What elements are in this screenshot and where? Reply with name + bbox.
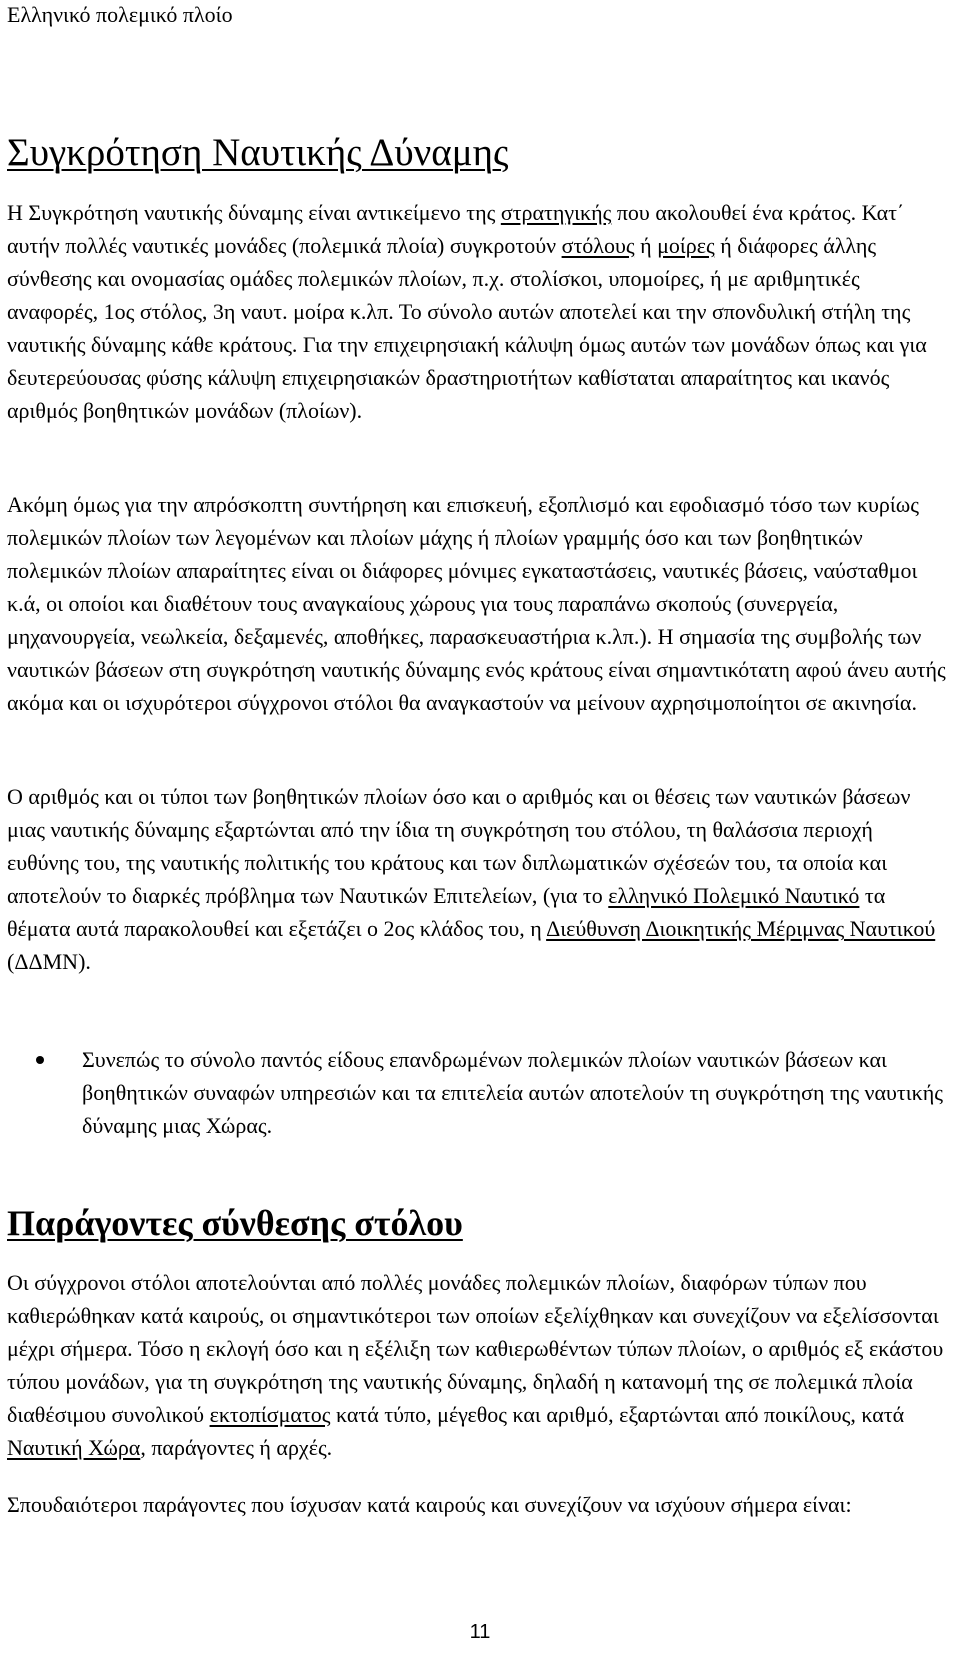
section-title-fleet-factors: Παράγοντες σύνθεσης στόλου [7, 1203, 463, 1243]
link-fleets[interactable]: στόλους [561, 233, 635, 258]
list-item-text: Συνεπώς το σύνολο παντός είδους επανδρωμένων πολεμικών πλοίων ναυτικών βάσεων και βοηθητικών συναφών υπηρεσιών και τα επιτελεία αυτών αποτελούν τη συγκρότηση της ναυτικής δύναμης μιας Χώρας. [82, 1047, 943, 1138]
link-directorate[interactable]: Διεύθυνση Διοικητικής Μέριμνας Ναυτικού [546, 916, 936, 941]
link-strategy[interactable]: στρατηγικής [500, 200, 612, 225]
list-item [82, 1043, 947, 1142]
page-number: 11 [469, 1621, 491, 1643]
link-hellenic-navy[interactable]: ελληνικό Πολεμικό Ναυτικό [608, 883, 860, 908]
paragraph-auxiliary-ships [7, 780, 947, 978]
paragraph-text: Ο αριθμός και οι τύποι των βοηθητικών πλοίων όσο και ο αριθμός και οι θέσεις των ναυτικών βάσεων μιας ναυτικής δύναμης εξαρτώνται από την ίδια τη συγκρότηση του στόλου, τη θαλάσσια περιοχή ευθύνης του, της ναυτικής πολιτικής του κράτους και των διπλωματικών σχέσεών του, τα οποία και αποτελούν το διαρκές πρόβλημα των Ναυτικών Επιτελείων, (για το [7, 784, 911, 908]
link-moires[interactable]: μοίρες [657, 233, 715, 258]
paragraph-important-factors: Σπουδαιότεροι παράγοντες που ίσχυσαν κατά καιρούς και συνεχίζουν να ισχύουν σήμερα είναι: [7, 1492, 852, 1517]
link-naval-power[interactable]: Ναυτική Χώρα [7, 1435, 141, 1460]
paragraph-text: (ΔΔΜΝ). [7, 949, 91, 974]
section-title-composition: Συγκρότηση Ναυτικής Δύναμης [7, 131, 509, 174]
paragraph-text: ή [634, 233, 658, 258]
paragraph-text: τα θέματα αυτά παρακολουθεί και εξετάζει ο 2ος κλάδος του, η [7, 883, 886, 941]
paragraph-text: κατά τύπο, μέγεθος και αριθμό, εξαρτώνται από ποικίλους, κατά [330, 1402, 905, 1427]
bullet-list [7, 1043, 947, 1142]
paragraph-text: που ακολουθεί ένα κράτος. Κατ΄ αυτήν πολλές ναυτικές μονάδες (πολεμικά πλοία) συγκροτούν [7, 200, 905, 258]
paragraph-text: Οι σύγχρονοι στόλοι αποτελούνται από πολλές μονάδες πολεμικών πλοίων, διαφόρων τύπων που καθιερώθηκαν κατά καιρούς, οι σημαντικότεροι των οποίων εξελίχθηκαν και συνεχίζουν να εξελίσσονται μέχρι σήμερα. Τόσο η εκλογή όσο και η εξέλιξη των καθιερωθέντων τύπων πλοίων, ο αριθμός εξ εκάστου τύπου μονάδων, για τη συγκρότηση της ναυτικής δύναμης, δηλαδή η κατανομή της σε πολεμικά πλοία διαθέσιμου συνολικού [7, 1270, 944, 1427]
paragraph-text: ή διάφορες άλλης σύνθεσης και ονομασίας ομάδες πολεμικών πλοίων, π.χ. στολίσκοι, υπομοίρες, ή με αριθμητικές αναφορές, 1ος στόλος, 3η ναυτ. μοίρα κ.λπ. Το σύνολο αυτών αποτελεί και την σπονδυλική στήλη της ναυτικής δύναμης κάθε κράτους. Για την επιχειρησιακή κάλυψη όμως αυτών των μονάδων όπως και για δευτερεύουσας φύσης κάλυψη επιχειρησιακών δραστηριοτήτων καθίσταται απαραίτητος και ικανός αριθμός βοηθητικών μονάδων (πλοίων). [7, 233, 927, 423]
paragraph-text: , παράγοντες ή αρχές. [140, 1435, 333, 1460]
paragraph-fleet-factors [7, 1266, 947, 1464]
paragraph-text: Η Συγκρότηση ναυτικής δύναμης είναι αντικείμενο της [7, 200, 501, 225]
paragraph-composition-intro [7, 196, 947, 427]
paragraph-naval-bases: Ακόμη όμως για την απρόσκοπτη συντήρηση και επισκευή, εξοπλισμό και εφοδιασμό τόσο των κυρίως πολεμικών πλοίων των λεγομένων και πλοίων μάχης ή πλοίων γραμμής όσο και των βοηθητικών πολεμικών πλοίων απαραίτητες είναι οι διάφορες μόνιμες εγκαταστάσεις, ναυτικές βάσεις, ναύσταθμοι κ.ά, οι οποίοι και διαθέτουν τους αναγκαίους χώρους για τους παραπάνω σκοπούς (συνεργεία, μηχανουργεία, νεωλκεία, δεξαμενές, αποθήκες, παρασκευαστήρια κ.λπ.). Η σημασία της συμβολής των ναυτικών βάσεων στη συγκρότηση ναυτικής δύναμης ενός κράτους είναι σημαντικότατη αφού άνευ αυτής ακόμα και οι ισχυρότεροι σύγχρονοι στόλοι θα αναγκαστούν να μείνουν αχρησιμοποίητοι σε ακινησία. [7, 492, 946, 715]
document-header: Ελληνικό πολεμικό πλοίο [7, 2, 233, 27]
bullet-icon [36, 1056, 44, 1064]
link-displacement[interactable]: εκτοπίσματος [209, 1402, 331, 1427]
